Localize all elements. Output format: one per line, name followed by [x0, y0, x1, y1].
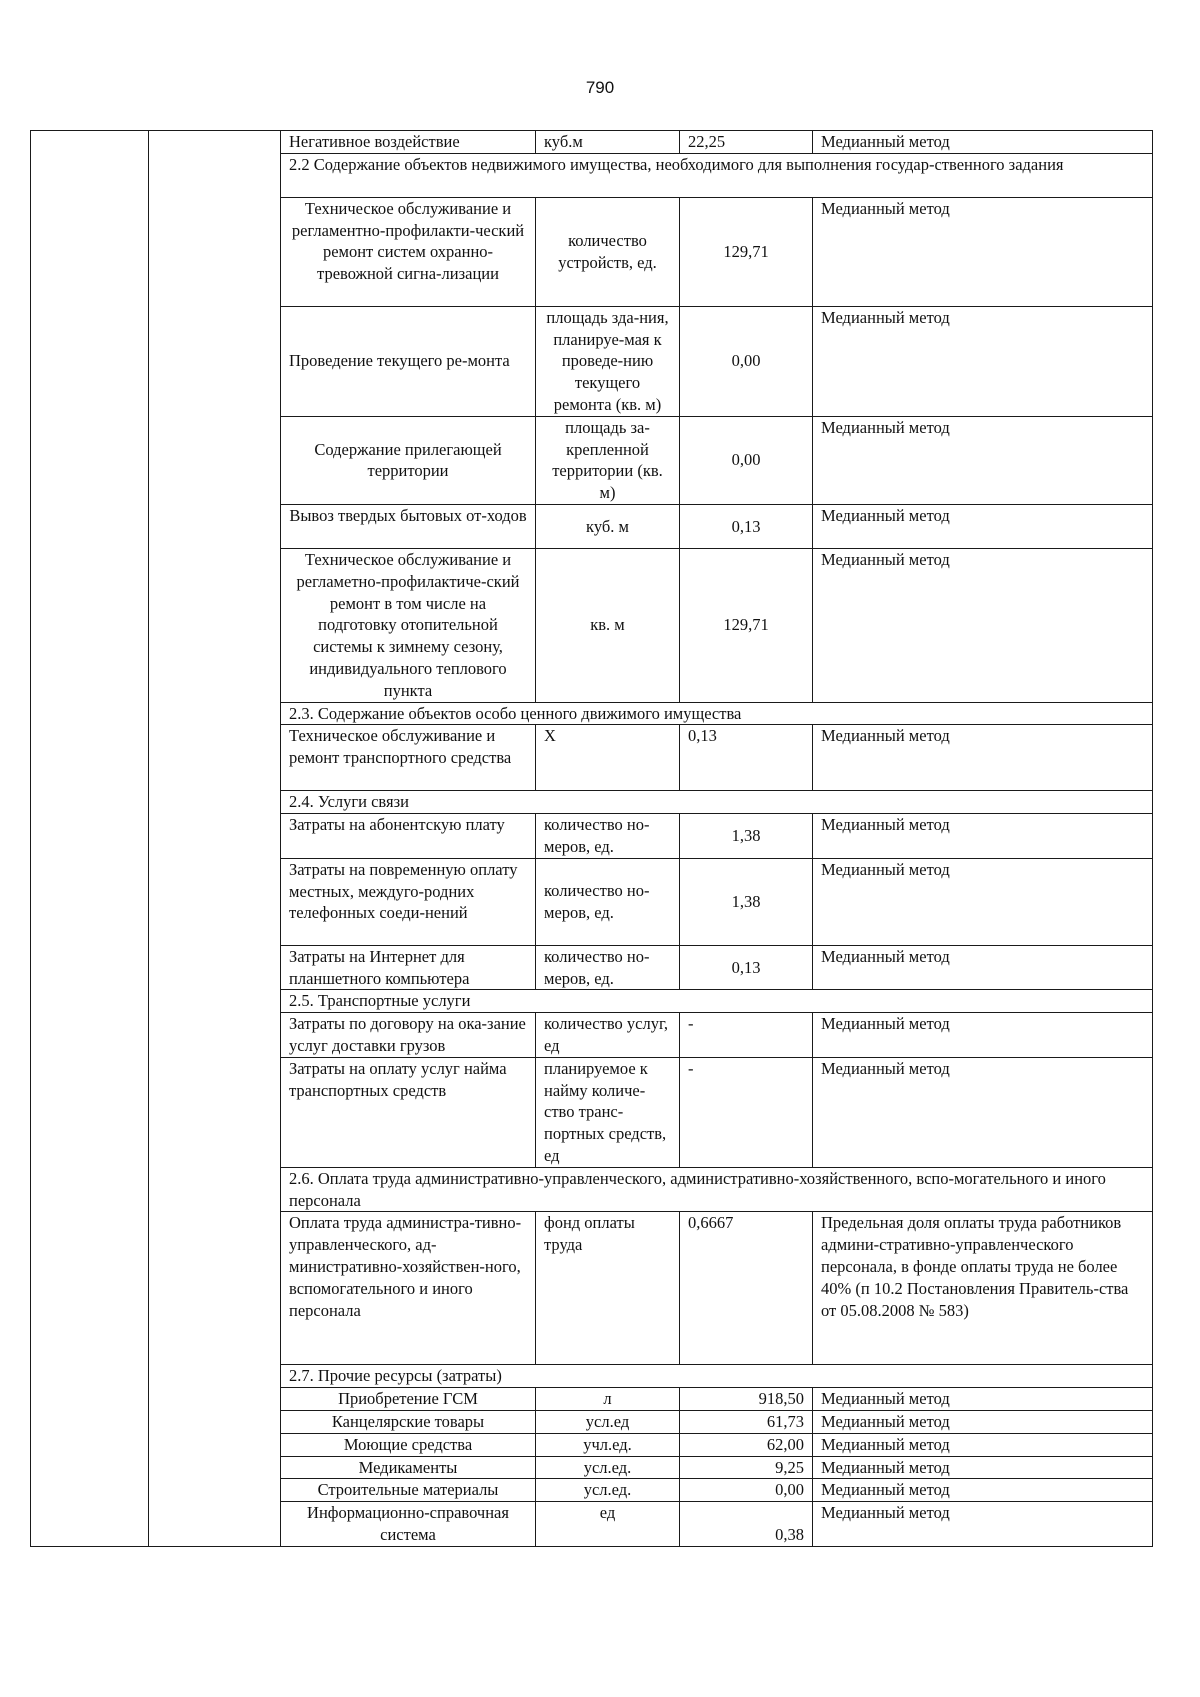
- row-value: 9,25: [680, 1456, 813, 1479]
- row-method: Медианный метод: [813, 1057, 1153, 1167]
- row-unit: л: [536, 1388, 680, 1411]
- row-name: Техническое обслуживание и регламетно-профилактиче-ский ремонт в том числе на подготовку отопительной системы к зимнему сезону, индивидуального теплового пункта: [281, 548, 536, 702]
- row-method: Медианный метод: [813, 306, 1153, 416]
- row-name: Затраты на оплату услуг найма транспортных средств: [281, 1057, 536, 1167]
- row-value: 1,38: [680, 814, 813, 859]
- row-method: Медианный метод: [813, 1013, 1153, 1058]
- row-method: Предельная доля оплаты труда работников админи-стративно-управленческого персонала, в фонде оплаты труда не более 40% (п 10.2 Постановления Правитель-ства от 05.08.2008 № 583): [813, 1212, 1153, 1365]
- row-name: Содержание прилегающей территории: [281, 416, 536, 504]
- left-blank-column-2: [149, 131, 281, 1547]
- row-name: Вывоз твердых бытовых от-ходов: [281, 504, 536, 548]
- row-method: Медианный метод: [813, 1388, 1153, 1411]
- row-value: 0,13: [680, 725, 813, 791]
- row-name: Проведение текущего ре-монта: [281, 306, 536, 416]
- table-row: [31, 131, 1153, 154]
- row-unit: количество устройств, ед.: [536, 197, 680, 306]
- row-name: Приобретение ГСМ: [281, 1388, 536, 1411]
- row-value: 0,38: [680, 1502, 813, 1547]
- row-unit: куб. м: [536, 504, 680, 548]
- row-unit: ед: [536, 1502, 680, 1547]
- section-title: 2.7. Прочие ресурсы (затраты): [281, 1365, 1153, 1388]
- row-name: Затраты на повременную оплату местных, междуго-родних телефонных соеди-нений: [281, 858, 536, 945]
- row-unit: количество но-меров, ед.: [536, 945, 680, 990]
- row-value: 0,13: [680, 945, 813, 990]
- row-method: Медианный метод: [813, 1456, 1153, 1479]
- row-unit: куб.м: [536, 131, 680, 154]
- row-method: Медианный метод: [813, 725, 1153, 791]
- row-method: Медианный метод: [813, 504, 1153, 548]
- row-unit: кв. м: [536, 548, 680, 702]
- row-unit: фонд оплаты труда: [536, 1212, 680, 1365]
- row-value: 129,71: [680, 548, 813, 702]
- row-name: Медикаменты: [281, 1456, 536, 1479]
- left-blank-column-1: [31, 131, 149, 1547]
- row-unit: усл.ед: [536, 1410, 680, 1433]
- row-name: Строительные материалы: [281, 1479, 536, 1502]
- row-unit: площадь зда-ния, планируе-мая к проведе-нию текущего ремонта (кв. м): [536, 306, 680, 416]
- row-unit: количество но-меров, ед.: [536, 858, 680, 945]
- row-method: Медианный метод: [813, 1410, 1153, 1433]
- row-value: 22,25: [680, 131, 813, 154]
- row-unit: количество услуг, ед: [536, 1013, 680, 1058]
- row-name: Оплата труда администра-тивно-управленческого, ад-министративно-хозяйствен-ного, вспомогательного и иного персонала: [281, 1212, 536, 1365]
- section-title: 2.4. Услуги связи: [281, 791, 1153, 814]
- row-value: -: [680, 1013, 813, 1058]
- row-unit: планируемое к найму количе-ство транс-портных средств, ед: [536, 1057, 680, 1167]
- row-unit: площадь за-крепленной территории (кв. м): [536, 416, 680, 504]
- row-method: Медианный метод: [813, 1433, 1153, 1456]
- row-method: Медианный метод: [813, 858, 1153, 945]
- row-value: 0,13: [680, 504, 813, 548]
- row-unit: усл.ед.: [536, 1479, 680, 1502]
- page-number: 790: [585, 78, 615, 97]
- row-value: -: [680, 1057, 813, 1167]
- row-method: Медианный метод: [813, 548, 1153, 702]
- row-value: 0,00: [680, 1479, 813, 1502]
- section-title: 2.5. Транспортные услуги: [281, 990, 1153, 1013]
- row-value: 129,71: [680, 197, 813, 306]
- row-method: Медианный метод: [813, 416, 1153, 504]
- row-name: Информационно-справочная система: [281, 1502, 536, 1547]
- row-name: Негативное воздействие: [281, 131, 536, 154]
- row-value: 918,50: [680, 1388, 813, 1411]
- row-value: 0,6667: [680, 1212, 813, 1365]
- row-unit: количество но-меров, ед.: [536, 814, 680, 859]
- row-name: Канцелярские товары: [281, 1410, 536, 1433]
- row-method: Медианный метод: [813, 1479, 1153, 1502]
- row-name: Моющие средства: [281, 1433, 536, 1456]
- row-name: Затраты на абонентскую плату: [281, 814, 536, 859]
- row-value: 0,00: [680, 306, 813, 416]
- section-title: 2.6. Оплата труда административно-управленческого, административно-хозяйственного, вспо-могательного и иного персонала: [281, 1167, 1153, 1212]
- row-method: Медианный метод: [813, 945, 1153, 990]
- row-name: Техническое обслуживание и регламентно-профилакти-ческий ремонт систем охранно-тревожной сигна-лизации: [281, 197, 536, 306]
- row-unit: учл.ед.: [536, 1433, 680, 1456]
- row-method: Медианный метод: [813, 197, 1153, 306]
- row-value: 1,38: [680, 858, 813, 945]
- row-method: Медианный метод: [813, 814, 1153, 859]
- row-value: 61,73: [680, 1410, 813, 1433]
- row-value: 0,00: [680, 416, 813, 504]
- cost-norms-table: [30, 130, 1153, 1547]
- row-name: Техническое обслуживание и ремонт транспортного средства: [281, 725, 536, 791]
- row-method: Медианный метод: [813, 131, 1153, 154]
- row-value: 62,00: [680, 1433, 813, 1456]
- row-name: Затраты по договору на ока-зание услуг доставки грузов: [281, 1013, 536, 1058]
- row-unit: Х: [536, 725, 680, 791]
- row-unit: усл.ед.: [536, 1456, 680, 1479]
- section-title: 2.3. Содержание объектов особо ценного движимого имущества: [281, 702, 1153, 725]
- section-title: 2.2 Содержание объектов недвижимого имущества, необходимого для выполнения государ-ственного задания: [281, 153, 1153, 197]
- row-name: Затраты на Интернет для планшетного компьютера: [281, 945, 536, 990]
- row-method: Медианный метод: [813, 1502, 1153, 1547]
